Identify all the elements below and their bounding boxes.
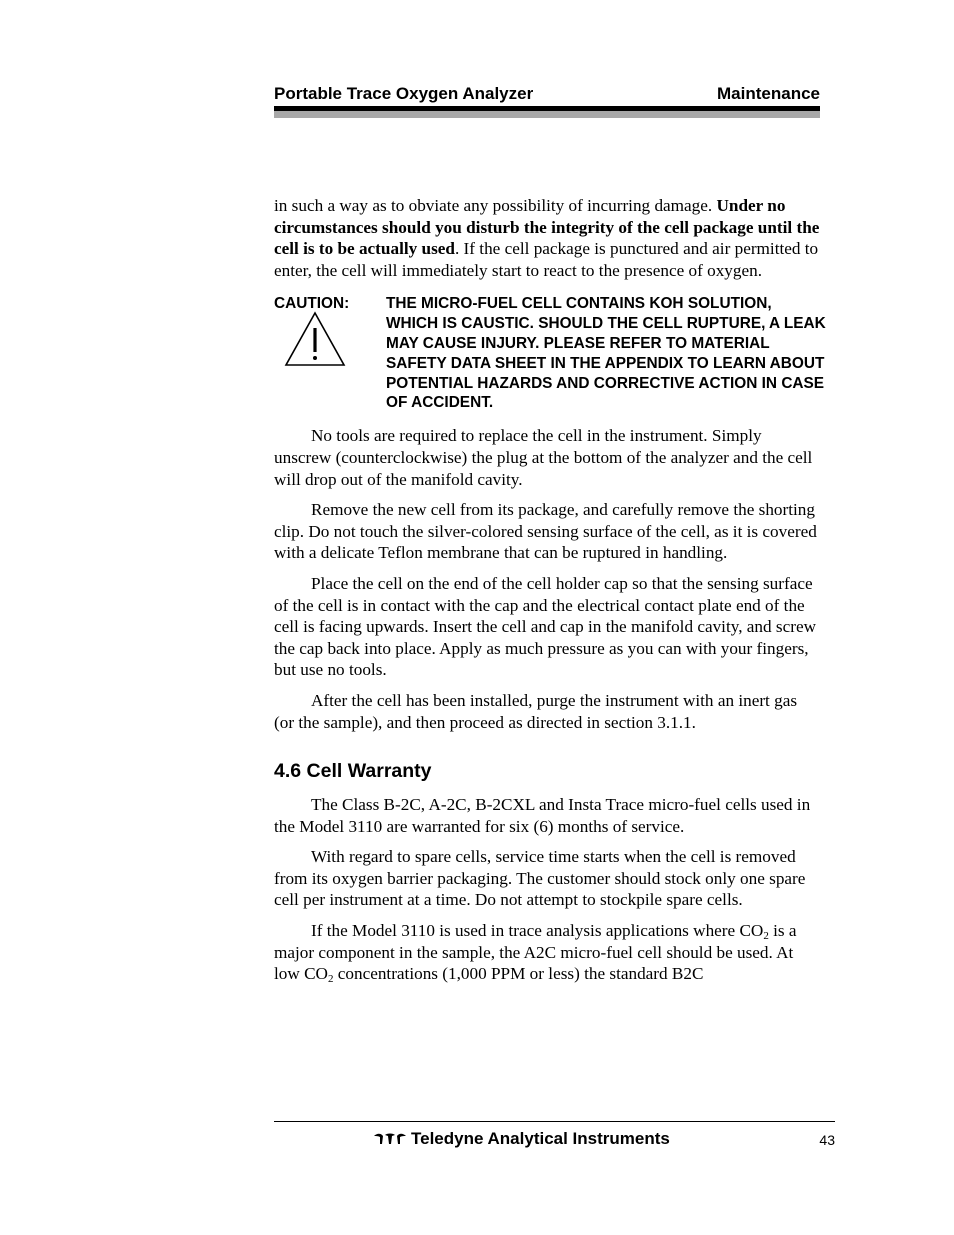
header-rule	[274, 106, 820, 118]
intro-paragraph: in such a way as to obviate any possibility of incurring damage. Under no circumstances should you disturb the integrity of the cell package until the cell is to be actually used. If the cell package is punctured and air permitted to enter, the cell will immediately start to react to the presence of oxygen.	[274, 196, 820, 280]
section-heading: 4.6 Cell Warranty	[274, 760, 432, 783]
intro-emphasis: Under no circumstances should you disturb the integrity of the cell package until the cell is to be actually used	[274, 196, 820, 259]
body-paragraph: No tools are required to replace the cell in the instrument. Simply unscrew (counterclockwise) the plug at the bottom of the analyzer and the cell will drop out of the manifold cavity.	[274, 426, 813, 489]
header-section: Maintenance	[717, 84, 820, 103]
header-title: Portable Trace Oxygen Analyzer	[274, 84, 534, 103]
body-paragraph: Place the cell on the end of the cell holder cap so that the sensing surface of the cell is in contact with the cap and the electrical contact plate end of the cell is facing upwards. Insert the cell and cap in the manifold cavity, and screw the cap back into place. Apply as much pressure as you can with your fingers, but use no tools.	[274, 573, 817, 680]
footer-company: Teledyne Analytical Instruments	[411, 1129, 670, 1148]
warning-triangle-icon	[284, 311, 346, 367]
page-number: 43	[819, 1132, 835, 1148]
body-paragraph: The Class B-2C, A-2C, B-2CXL and Insta Trace micro-fuel cells used in the Model 3110 are warranted for six (6) months of service.	[274, 795, 811, 836]
caution-label: CAUTION:	[274, 295, 350, 313]
caution-text: THE MICRO-FUEL CELL CONTAINS KOH SOLUTION, WHICH IS CAUSTIC. SHOULD THE CELL RUPTURE, A LEAK MAY CAUSE INJURY. PLEASE REFER TO MATERIAL SAFETY DATA SHEET IN THE APPENDIX TO LEARN ABOUT POTENTIAL HAZARDS AND CORRECTIVE ACTION IN CASE OF ACCIDENT.	[386, 295, 826, 412]
body-paragraph: Remove the new cell from its package, and carefully remove the shorting clip. Do not touch the silver-colored sensing surface of the cell, as it is covered with a delicate Teflon membrane that can be ruptured in handling.	[274, 500, 817, 563]
page-footer	[274, 1129, 835, 1153]
teledyne-logo-icon	[374, 1133, 406, 1145]
page-body	[274, 195, 826, 986]
caution-block	[274, 294, 826, 416]
body-paragraph: With regard to spare cells, service time starts when the cell is removed from its oxygen barrier packaging. The customer should stock only one spare cell per instrument at a time. Do not attempt to stockpile spare cells.	[274, 847, 806, 910]
body-paragraph: If the Model 3110 is used in trace analysis applications where $CO_2$ is a major component in the sample, the A2C micro-fuel cell should be used. At low $CO_2$ concentrations (1,000 PPM or less) the standard B2C	[274, 921, 797, 986]
body-paragraph: After the cell has been installed, purge the instrument with an inert gas (or the sample), and then proceed as directed in section 3.1.1.	[274, 690, 798, 732]
footer-rule	[274, 1121, 835, 1122]
